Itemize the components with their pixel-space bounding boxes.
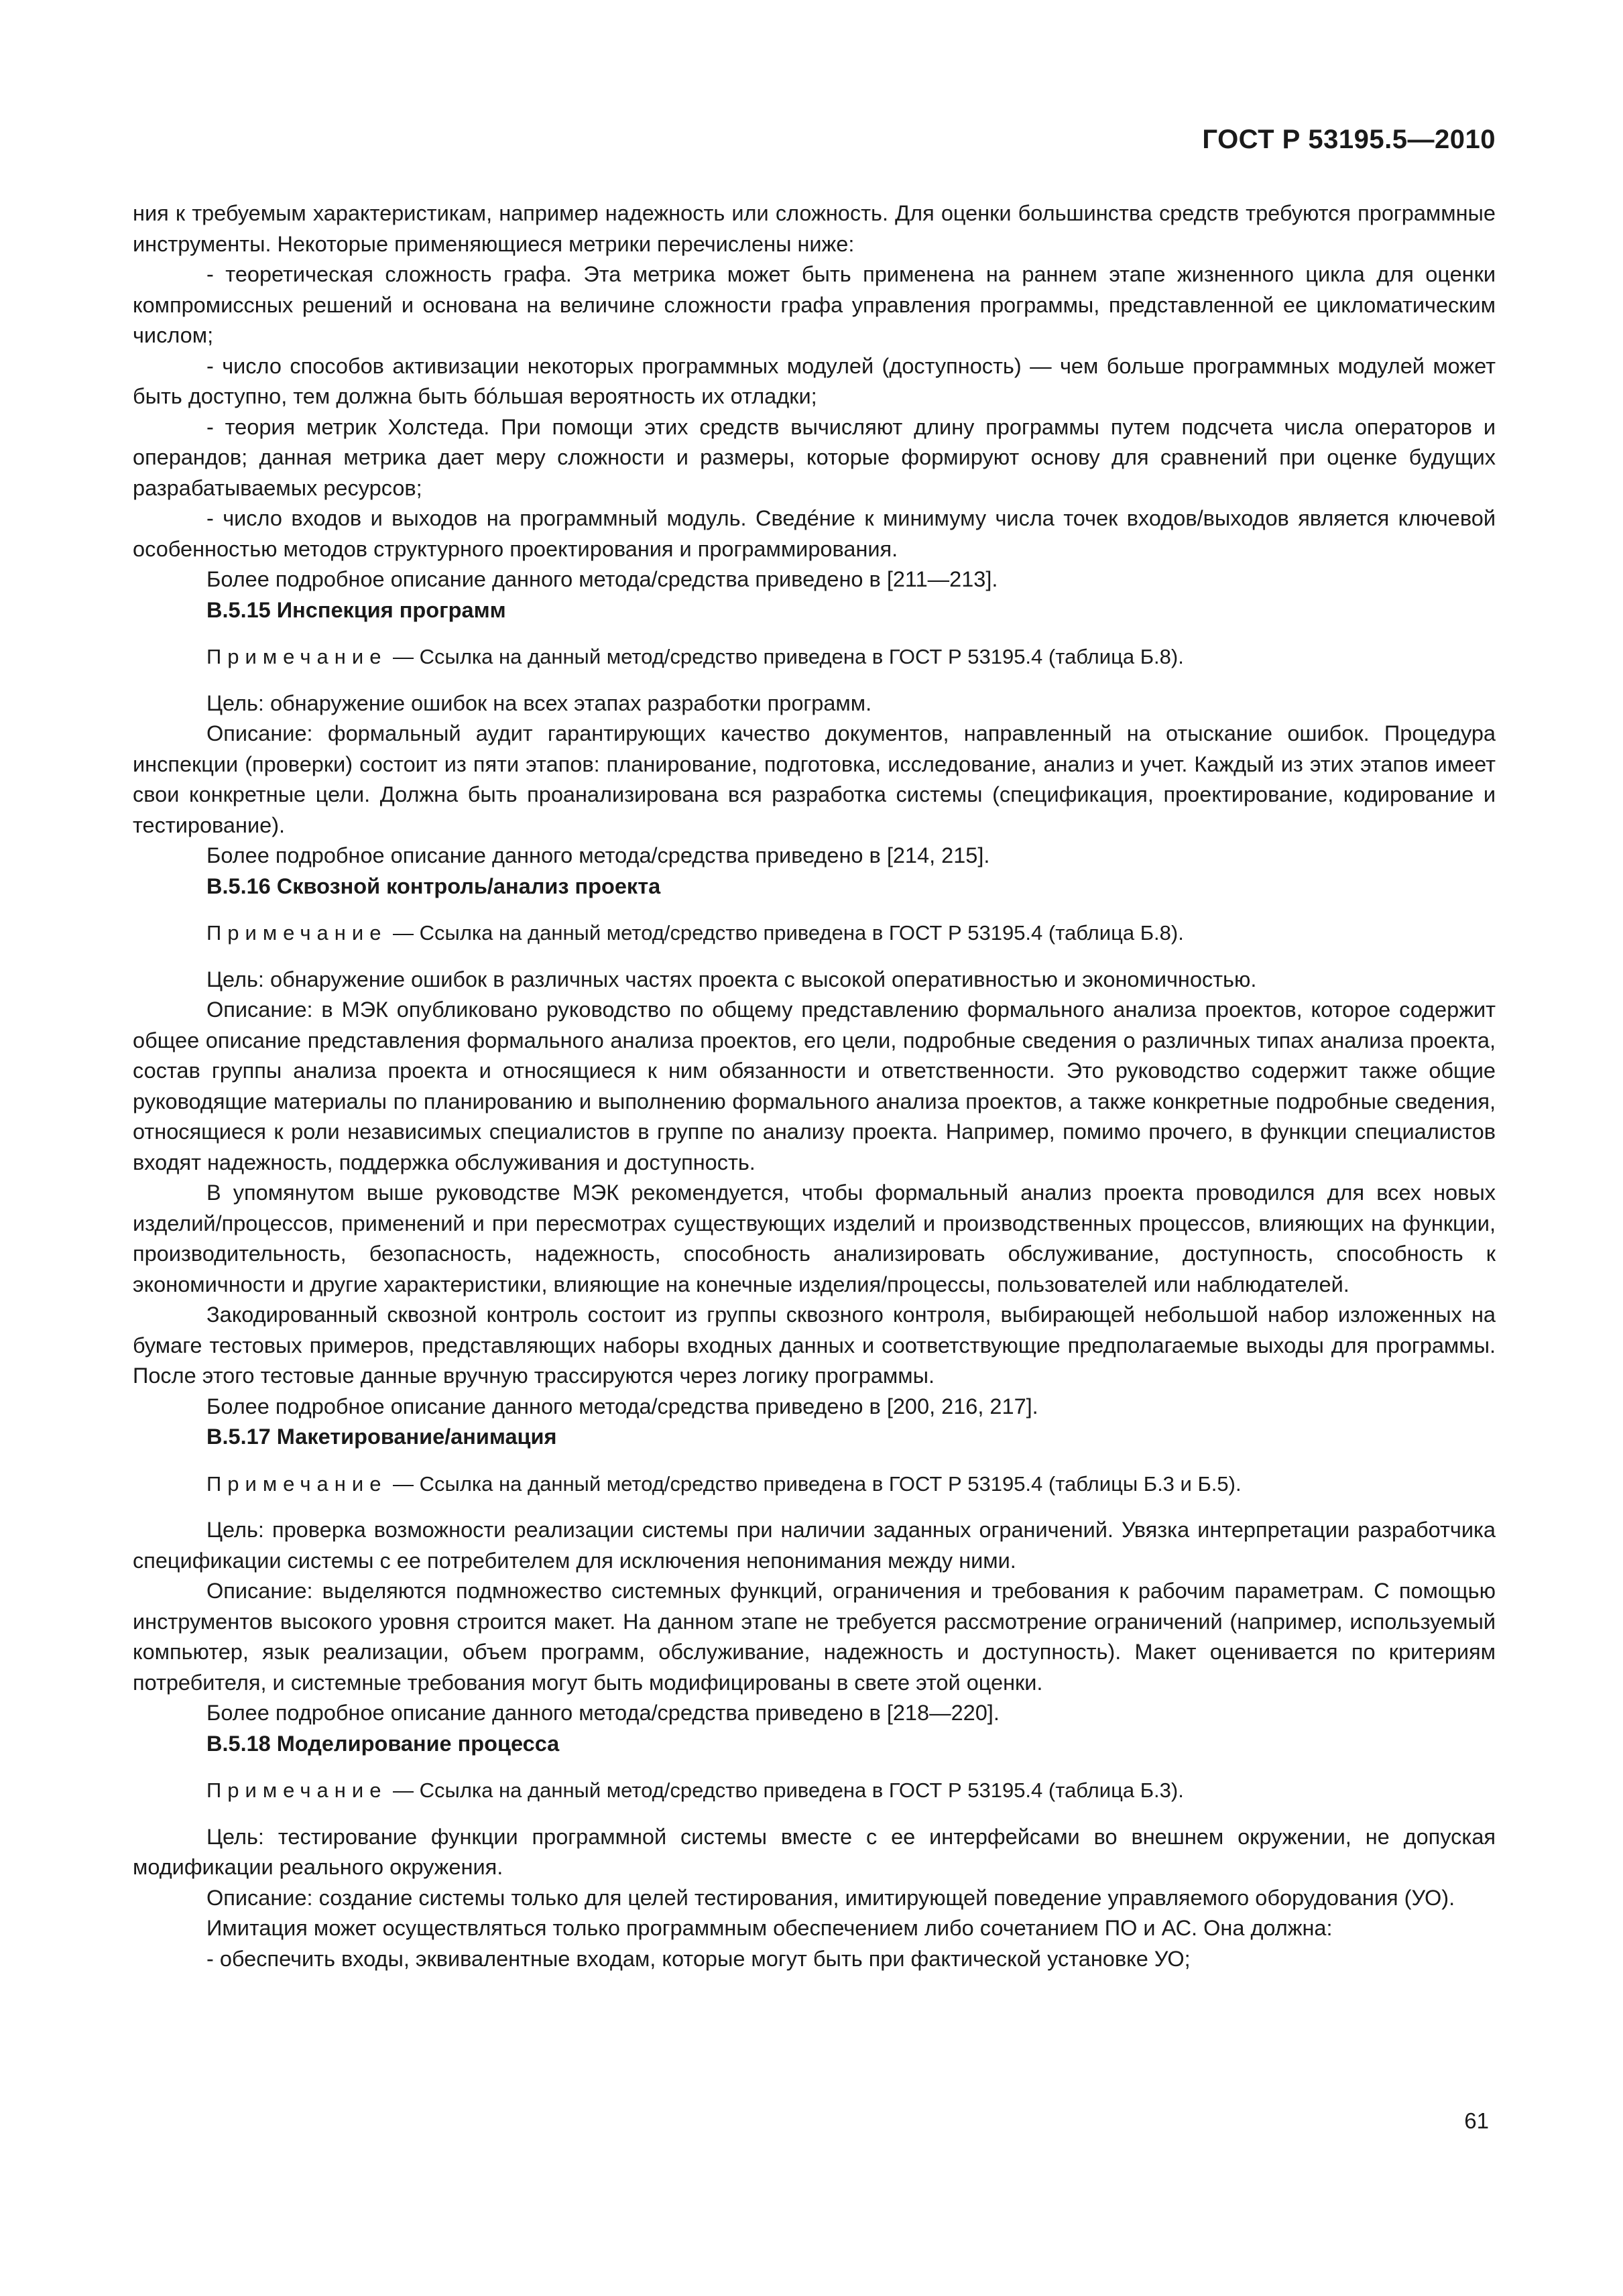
body-paragraph: Описание: выделяются подмножество системных функций, ограничения и требования к рабочим параметрам. С помощью инструментов высокого уровня строится макет. На данном этапе не требуется рассмотрение ограничений (например, используемый компьютер, язык реализации, объем программ, обслуживание, надежность и доступность). Макет оценивается по критериям потребителя, и системные требования могут быть модифицированы в свете этой оценки. <box>133 1579 1496 1695</box>
body-paragraph: Более подробное описание данного метода/средства приведено в [211—213]. <box>206 567 998 591</box>
body-paragraph: Описание: формальный аудит гарантирующих качество документов, направленный на отыскание ошибок. Процедура инспекции (проверки) состоит из пяти этапов: планирование, подготовка, исследование, анализ и учет. Каждый из этих этапов имеет свои конкретные цели. Должна быть проанализирована вся разработка системы (спецификация, проектирование, кодирование и тестирование). <box>133 721 1496 837</box>
body-paragraph: - теория метрик Холстеда. При помощи этих средств вычисляют длину программы путем подсчета числа операторов и операндов; данная метрика дает меру сложности и размеры, которые формируют основу для сравнений при оценке будущих разрабатываемых ресурсов; <box>133 414 1496 500</box>
body-paragraph: - теоретическая сложность графа. Эта метрика может быть применена на раннем этапе жизненного цикла для оценки компромиссных решений и основана на величине сложности графа управления программы, представленной ее цикломатическим числом; <box>133 262 1496 347</box>
page-number: 61 <box>1464 2108 1489 2133</box>
note-label: Примечание <box>206 645 387 668</box>
body-paragraph: Имитация может осуществляться только программным обеспечением либо сочетанием ПО и АС. Она должна: <box>206 1916 1333 1940</box>
note-text: — Ссылка на данный метод/средство приведена в ГОСТ Р 53195.4 (таблица Б.3). <box>387 1778 1184 1802</box>
body-paragraph: Закодированный сквозной контроль состоит из группы сквозного контроля, выбирающей небольшой набор изложенных на бумаге тестовых примеров, представляющих наборы входных данных и соответствующие предполагаемые выходы для программы. После этого тестовые данные вручную трассируются через логику программы. <box>133 1303 1496 1388</box>
section-heading: В.5.16 Сквозной контроль/анализ проекта <box>206 873 661 898</box>
body-paragraph: Цель: проверка возможности реализации системы при наличии заданных ограничений. Увязка интерпретации разработчика спецификации системы с ее потребителем для исключения непонимания между ними. <box>133 1518 1496 1573</box>
reference-note <box>133 1469 1496 1500</box>
note-text: — Ссылка на данный метод/средство приведена в ГОСТ Р 53195.4 (таблица Б.8). <box>387 921 1184 945</box>
section-heading: В.5.15 Инспекция программ <box>206 597 506 622</box>
note-label: Примечание <box>206 921 387 945</box>
section-heading: В.5.17 Макетирование/анимация <box>206 1425 557 1449</box>
body-paragraph: Описание: создание системы только для целей тестирования, имитирующей поведение управляемого оборудования (УО). <box>206 1885 1455 1910</box>
page-body <box>133 198 1496 1974</box>
reference-note <box>133 918 1496 949</box>
body-paragraph: В упомянутом выше руководстве МЭК рекомендуется, чтобы формальный анализ проекта проводился для всех новых изделий/процессов, применений и при пересмотрах существующих изделий и производственных процессов, влияющих на функции, производительность, безопасность, надежность, способность анализировать обслуживание, доступность, способность к экономичности и другие характеристики, влияющие на конечные изделия/процессы, пользователей или наблюдателей. <box>133 1181 1496 1296</box>
note-label: Примечание <box>206 1471 387 1496</box>
note-text: — Ссылка на данный метод/средство приведена в ГОСТ Р 53195.4 (таблица Б.8). <box>387 645 1184 668</box>
reference-note <box>133 1775 1496 1806</box>
document-id-header: ГОСТ Р 53195.5—2010 <box>1202 125 1496 154</box>
note-text: — Ссылка на данный метод/средство приведена в ГОСТ Р 53195.4 (таблицы Б.3 и Б.5). <box>387 1471 1242 1496</box>
body-paragraph: Описание: в МЭК опубликовано руководство по общему представлению формального анализа проектов, которое содержит общее описание представления формального анализа проектов, его цели, подробные сведения о различных типах анализа проекта, состав группы анализа проекта и относящиеся к ним обязанности и ответственности. Это руководство содержит также общие руководящие материалы по планированию и выполнению формального анализа проектов, а также конкретные подробные сведения, относящиеся к роли независимых специалистов в группе по анализу проекта. Например, помимо прочего, в функции специалистов входят надежность, поддержка обслуживания и доступность. <box>133 998 1496 1174</box>
body-paragraph: Цель: обнаружение ошибок на всех этапах разработки программ. <box>206 690 872 715</box>
body-paragraph: ния к требуемым характеристикам, например надежность или сложность. Для оценки большинства средств требуются программные инструменты. Некоторые применяющиеся метрики перечислены ниже: <box>133 201 1496 256</box>
body-paragraph: Цель: обнаружение ошибок в различных частях проекта с высокой оперативностью и экономичностью. <box>206 967 1257 991</box>
body-paragraph: Более подробное описание данного метода/средства приведено в [200, 216, 217]. <box>206 1394 1038 1418</box>
body-paragraph: Цель: тестирование функции программной системы вместе с ее интерфейсами во внешнем окружении, не допуская модификации реального окружения. <box>133 1824 1496 1879</box>
note-label: Примечание <box>206 1778 387 1802</box>
body-paragraph: Более подробное описание данного метода/средства приведено в [218—220]. <box>206 1701 1000 1725</box>
body-paragraph: - число способов активизации некоторых программных модулей (доступность) — чем больше программных модулей может быть доступно, тем должна быть бóльшая вероятность их отладки; <box>133 353 1496 408</box>
body-paragraph: Более подробное описание данного метода/средства приведено в [214, 215]. <box>206 843 990 867</box>
reference-note <box>133 642 1496 672</box>
section-heading: В.5.18 Моделирование процесса <box>206 1731 560 1756</box>
body-paragraph: - число входов и выходов на программный модуль. Сведéние к минимуму числа точек входов/выходов является ключевой особенностью методов структурного проектирования и программирования. <box>133 506 1496 561</box>
body-paragraph: - обеспечить входы, эквивалентные входам, которые могут быть при фактической установке УО; <box>206 1946 1191 1971</box>
